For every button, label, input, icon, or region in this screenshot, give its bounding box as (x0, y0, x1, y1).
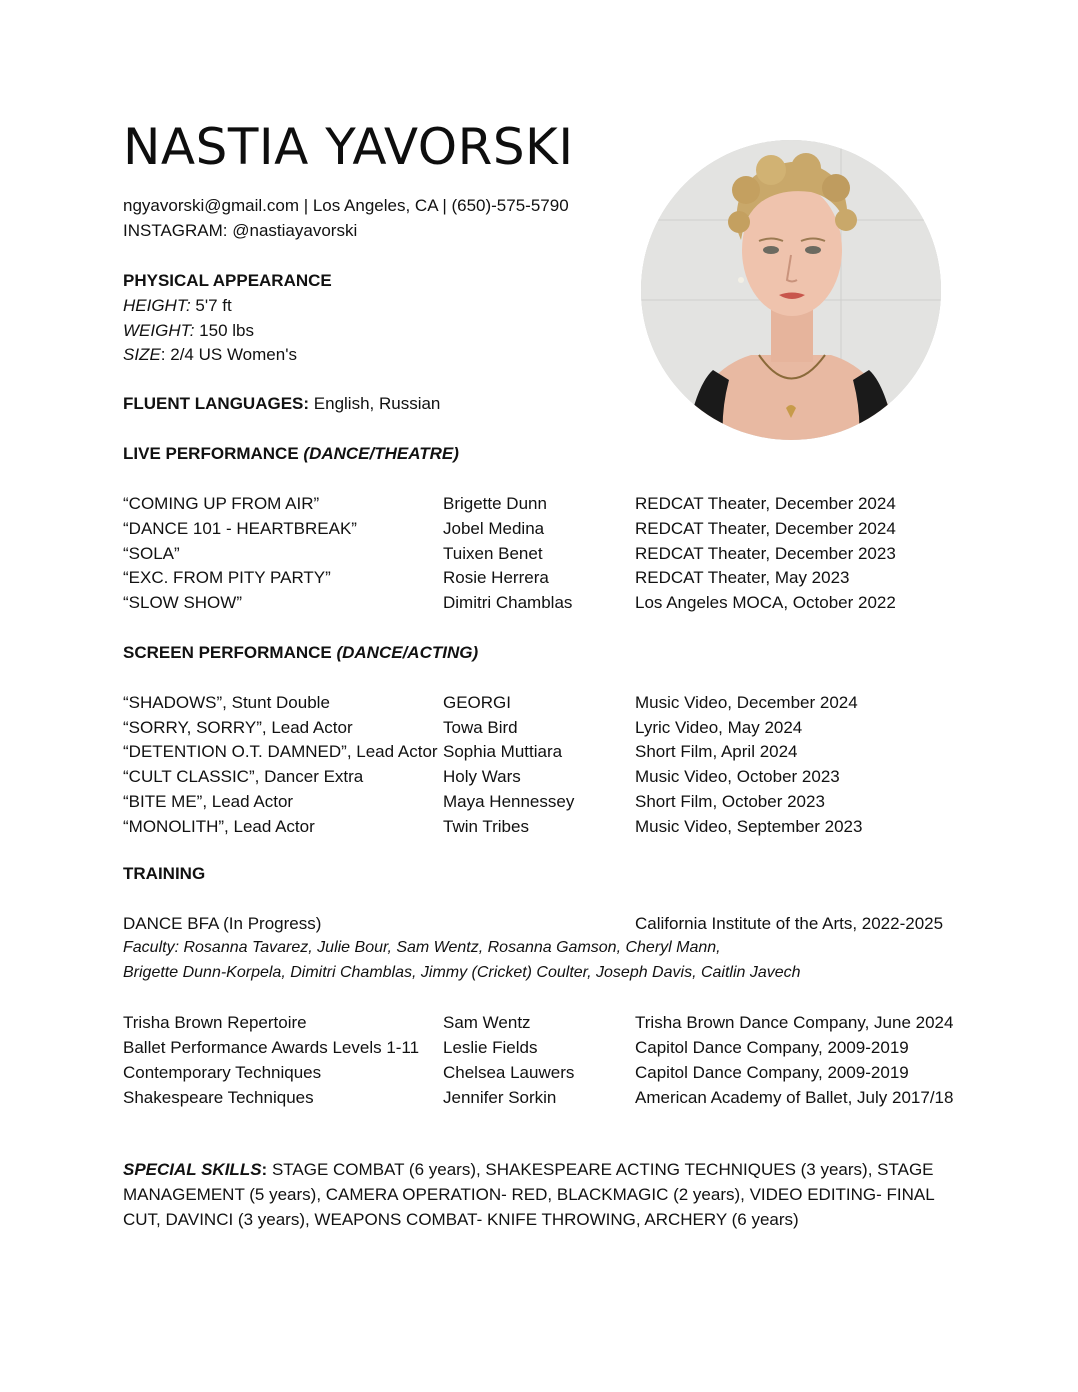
live-title: “COMING UP FROM AIR” (123, 494, 320, 513)
size-value: : 2/4 US Women's (160, 345, 297, 364)
height-line (123, 297, 232, 314)
screen-format: Music Video, September 2023 (635, 817, 863, 836)
screen-format: Music Video, December 2024 (635, 693, 858, 712)
screen-title: “SORRY, SORRY”, Lead Actor (123, 718, 353, 737)
training-institution: Capitol Dance Company, 2009-2019 (635, 1063, 909, 1082)
weight-line (123, 322, 254, 339)
screen-row (0, 768, 1078, 790)
skills-label: SPECIAL SKILLS (123, 1160, 262, 1179)
screen-artist: Maya Hennessey (443, 792, 575, 811)
weight-value: 150 lbs (194, 321, 254, 340)
degree-school: California Institute of the Arts, 2022-2025 (635, 914, 944, 933)
live-row (0, 594, 1078, 616)
skills-text: STAGE COMBAT (6 years), SHAKESPEARE ACTING TECHNIQUES (3 years), STAGE MANAGEMENT (5 years), CAMERA OPERATION- RED, BLACKMAGIC (2 years), VIDEO EDITING- FINAL CUT, DAVINCI (3 years), WEAPONS COMBAT- KNIFE THROWING, ARCHERY (6 years) (123, 1160, 935, 1229)
training-teacher: Sam Wentz (443, 1013, 531, 1032)
live-venue: REDCAT Theater, December 2023 (635, 544, 896, 563)
training-teacher: Chelsea Lauwers (443, 1063, 575, 1082)
faculty-line: Faculty: Rosanna Tavarez, Julie Bour, Sam Wentz, Rosanna Gamson, Cheryl Mann, (123, 939, 721, 956)
live-title: “DANCE 101 - HEARTBREAK” (123, 519, 357, 538)
live-row (0, 545, 1078, 567)
skills-colon: : (261, 1160, 268, 1179)
special-skills (123, 1157, 953, 1232)
resume-name: NASTIA YAVORSKI (123, 118, 574, 176)
training-course: Shakespeare Techniques (123, 1088, 314, 1107)
live-choreographer: Tuixen Benet (443, 544, 543, 563)
languages-label: FLUENT LANGUAGES: (123, 394, 310, 413)
live-performance-heading (123, 445, 459, 462)
headshot-photo (641, 140, 941, 440)
live-venue: REDCAT Theater, December 2024 (635, 519, 896, 538)
live-heading-text: LIVE PERFORMANCE (123, 444, 304, 463)
training-row (0, 1064, 1078, 1086)
live-title: “SOLA” (123, 544, 180, 563)
degree-row (0, 915, 1078, 937)
live-choreographer: Rosie Herrera (443, 568, 549, 587)
physical-heading: PHYSICAL APPEARANCE (123, 271, 332, 290)
training-row (0, 1039, 1078, 1061)
contact-line: ngyavorski@gmail.com | Los Angeles, CA | (650)-575-5790 (123, 196, 569, 215)
training-course: Contemporary Techniques (123, 1063, 322, 1082)
training-heading: TRAINING (123, 864, 206, 883)
training-institution: American Academy of Ballet, July 2017/18 (635, 1088, 954, 1107)
screen-row (0, 818, 1078, 840)
size-label: SIZE (123, 345, 161, 364)
live-row (0, 495, 1078, 517)
screen-artist: Towa Bird (443, 718, 518, 737)
training-row (0, 1089, 1078, 1111)
screen-row (0, 793, 1078, 815)
screen-title: “BITE ME”, Lead Actor (123, 792, 294, 811)
training-institution: Trisha Brown Dance Company, June 2024 (635, 1013, 954, 1032)
screen-row (0, 719, 1078, 741)
height-label: HEIGHT: (123, 296, 191, 315)
weight-label: WEIGHT: (123, 321, 195, 340)
size-line (123, 346, 297, 363)
live-choreographer: Dimitri Chamblas (443, 593, 573, 612)
faculty-line: Brigette Dunn-Korpela, Dimitri Chamblas, Jimmy (Cricket) Coulter, Joseph Davis, Caitlin Javech (123, 964, 801, 981)
degree-name: DANCE BFA (In Progress) (123, 914, 322, 933)
screen-title: “CULT CLASSIC”, Dancer Extra (123, 767, 364, 786)
screen-row (0, 743, 1078, 765)
screen-title: “MONOLITH”, Lead Actor (123, 817, 315, 836)
height-value: 5'7 ft (190, 296, 232, 315)
live-venue: Los Angeles MOCA, October 2022 (635, 593, 896, 612)
live-venue: REDCAT Theater, December 2024 (635, 494, 896, 513)
training-row (0, 1014, 1078, 1036)
screen-title: “SHADOWS”, Stunt Double (123, 693, 330, 712)
screen-performance-heading (123, 644, 478, 661)
languages-value: English, Russian (309, 394, 441, 413)
screen-artist: Twin Tribes (443, 817, 529, 836)
screen-format: Lyric Video, May 2024 (635, 718, 803, 737)
screen-row (0, 694, 1078, 716)
live-heading-italic: (DANCE/THEATRE) (303, 444, 459, 463)
training-institution: Capitol Dance Company, 2009-2019 (635, 1038, 909, 1057)
live-choreographer: Brigette Dunn (443, 494, 547, 513)
screen-heading-text: SCREEN PERFORMANCE (123, 643, 337, 662)
screen-heading-italic: (DANCE/ACTING) (336, 643, 479, 662)
screen-artist: GEORGI (443, 693, 512, 712)
screen-artist: Holy Wars (443, 767, 521, 786)
languages-line (123, 395, 440, 412)
live-row (0, 520, 1078, 542)
screen-format: Short Film, April 2024 (635, 742, 798, 761)
live-row (0, 569, 1078, 591)
training-teacher: Leslie Fields (443, 1038, 538, 1057)
training-teacher: Jennifer Sorkin (443, 1088, 557, 1107)
screen-artist: Sophia Muttiara (443, 742, 563, 761)
live-title: “EXC. FROM PITY PARTY” (123, 568, 331, 587)
screen-title: “DETENTION O.T. DAMNED”, Lead Actor (123, 742, 438, 761)
instagram-line: INSTAGRAM: @nastiayavorski (123, 221, 358, 240)
live-venue: REDCAT Theater, May 2023 (635, 568, 850, 587)
live-choreographer: Jobel Medina (443, 519, 545, 538)
screen-format: Music Video, October 2023 (635, 767, 840, 786)
training-course: Ballet Performance Awards Levels 1-11 (123, 1038, 420, 1057)
training-course: Trisha Brown Repertoire (123, 1013, 307, 1032)
live-title: “SLOW SHOW” (123, 593, 242, 612)
screen-format: Short Film, October 2023 (635, 792, 825, 811)
